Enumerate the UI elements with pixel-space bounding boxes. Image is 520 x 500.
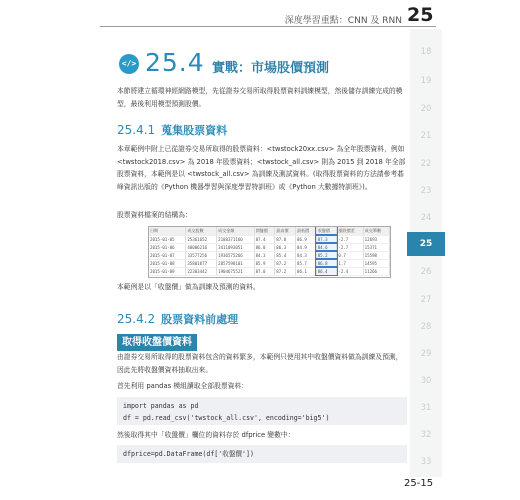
table-cell-selected: 86.4 [316,267,337,275]
table-cell: 33577256 [186,251,217,259]
table-cell: 1936575266 [217,251,254,259]
chapter-tab: 31 [420,403,432,413]
chapter-tab: 21 [420,131,432,141]
table-cell-selected: 84.6 [316,243,337,251]
table-cell: 86.3 [275,243,296,251]
section-title: 實戰：市場股價預測 [212,61,330,76]
subsection-title: 股票資料前處理 [161,313,239,326]
chapter-tab: 23 [420,186,432,196]
table-header-cell: 成交金額 [217,227,254,235]
intro-paragraph: 本節將建立循環神經網路模型，先從證券交易所取得股票資料訓練模型，然後儲存訓練完成的模型，最後利用模型預測股價。 [117,87,403,108]
table-cell: 35801077 [186,259,217,267]
chapter-index-sidebar [410,29,442,477]
table-header-cell: 最低價 [296,227,317,235]
table-row [149,243,390,251]
table-cell: 2015-01-07 [149,251,186,259]
chapter-tab-active: 25 [407,232,445,256]
subsection-number: 25.4.2 [117,312,156,326]
chapter-tab: 22 [420,159,432,169]
table-cell: 84.3 [296,251,317,259]
subsection-number: 25.4.1 [117,123,156,137]
stock-data-table-screenshot [148,226,391,278]
table-cell: 14595 [363,259,389,267]
chapter-tab: 29 [420,349,432,359]
dfprice-paragraph: 然後取得其中「收盤價」欄位的資料存於 dfprice 變數中： [117,431,295,439]
table-cell-selected: 85.2 [316,251,337,259]
table-cell: 3411093051 [217,243,254,251]
table-row [149,235,390,243]
table-cell: 2015-01-05 [149,235,186,243]
table-cell: 2015-01-09 [149,267,186,275]
table-header-cell: 漲跌價差 [337,227,363,235]
preprocess-paragraph: 由證券交易所取得的股票資料包含的資料繁多，本範例只使用其中收盤價資料做為訓練及預測，因此先將收盤價資料抽取出來。 [117,353,403,374]
table-cell: 87.8 [275,235,296,243]
table-cell: 0.7 [337,251,363,259]
code-block-dfprice: dfprice=pd.DataFrame(df['收盤價']) [117,445,407,463]
table-header-row [149,227,390,235]
page-number: 25-15 [404,478,434,489]
table-cell: 87.2 [275,259,296,267]
chapter-tab: 27 [420,295,432,305]
table-cell: 87.0 [254,267,275,275]
table-cell: 2015-01-08 [149,259,186,267]
table-header-cell: 日期 [149,227,186,235]
table-row [149,267,390,275]
table-cell: 84.3 [254,251,275,259]
topic-label: 取得收盤價資料 [117,334,197,351]
table-cell: 15371 [363,243,389,251]
table-cell: -2.7 [337,243,363,251]
running-header: 深度學習重點：CNN 及 RNN [284,16,402,26]
chapter-tab: 28 [420,322,432,332]
closing-price-note: 本範例是以「收盤價」做為訓練及預測的資料。 [117,283,260,291]
table-cell: -2.4 [337,267,363,275]
table-cell: 2857598101 [217,259,254,267]
table-cell: 1.7 [337,259,363,267]
header-divider [100,26,436,27]
chapter-tab: 33 [420,457,432,467]
code-block-read-csv: import pandas as pd df = pd.read_csv('twstock_all.csv', encoding='big5') [117,397,407,425]
table-cell: 12693 [363,235,389,243]
table-header-cell-selected: 收盤價 [316,227,337,235]
code-icon: </> [119,54,139,74]
table-cell: 15598 [363,251,389,259]
table-cell: 2188371160 [217,235,254,243]
chapter-tab: 24 [420,213,432,223]
chapter-number: 25 [407,4,434,26]
table-cell: 87.4 [254,235,275,243]
table-cell-selected: 86.8 [316,259,337,267]
chapter-tab: 19 [420,76,432,86]
table-row [149,259,390,267]
stock-data-paragraph: 本章範例中附上已從證券交易所取得的股票資料：<twstock20xx.csv> 為全年股票資料，例如 <twstock2018.csv> 為 2018 年股票資料；<twstock_all.csv> 則為 2015 到 2018 年全部股票資料，本範例是以 <twstock_all.csv> 為訓練及測試資料。(取得股票資料的方法請參考碁峰資訊出版的《Python 機器學習與深度學習特訓班》或《Python 大數據特訓班》)。 [117,145,406,191]
table-cell: 86.9 [296,235,317,243]
table-cell: 25361652 [186,235,217,243]
chapter-tab: 30 [420,376,432,386]
table-cell: -2.7 [337,235,363,243]
table-cell: 2015-01-06 [149,243,186,251]
table-cell: 40006216 [186,243,217,251]
table-cell: 85.9 [254,259,275,267]
table-header-cell: 開盤價 [254,227,275,235]
subsection-heading-2 [117,311,238,327]
table-row [149,251,390,259]
table-cell: 86.0 [254,243,275,251]
table-cell: 85.7 [296,259,317,267]
subsection-heading-1 [117,122,227,138]
table-cell: 11266 [363,267,389,275]
chapter-tab: 32 [420,430,432,440]
table-cell: 87.2 [275,267,296,275]
subsection-title: 蒐集股票資料 [161,124,228,137]
chapter-tab: 18 [420,47,432,57]
section-number: 25.4 [145,48,205,77]
table-cell: 85.4 [275,251,296,259]
table-header-cell: 成交股數 [186,227,217,235]
table-cell-selected: 87.3 [316,235,337,243]
table-cell: 1904675521 [217,267,254,275]
structure-paragraph: 股票資料檔案的結構為： [117,211,192,219]
chapter-tab: 26 [420,267,432,277]
table-cell: 84.9 [296,243,317,251]
table-cell: 86.1 [296,267,317,275]
table-header-cell: 成交筆數 [363,227,389,235]
pandas-paragraph: 首先利用 pandas 模組讀取全部股票資料： [117,382,249,390]
chapter-tab: 20 [420,104,432,114]
table-header-cell: 最高價 [275,227,296,235]
table-cell: 22303442 [186,267,217,275]
